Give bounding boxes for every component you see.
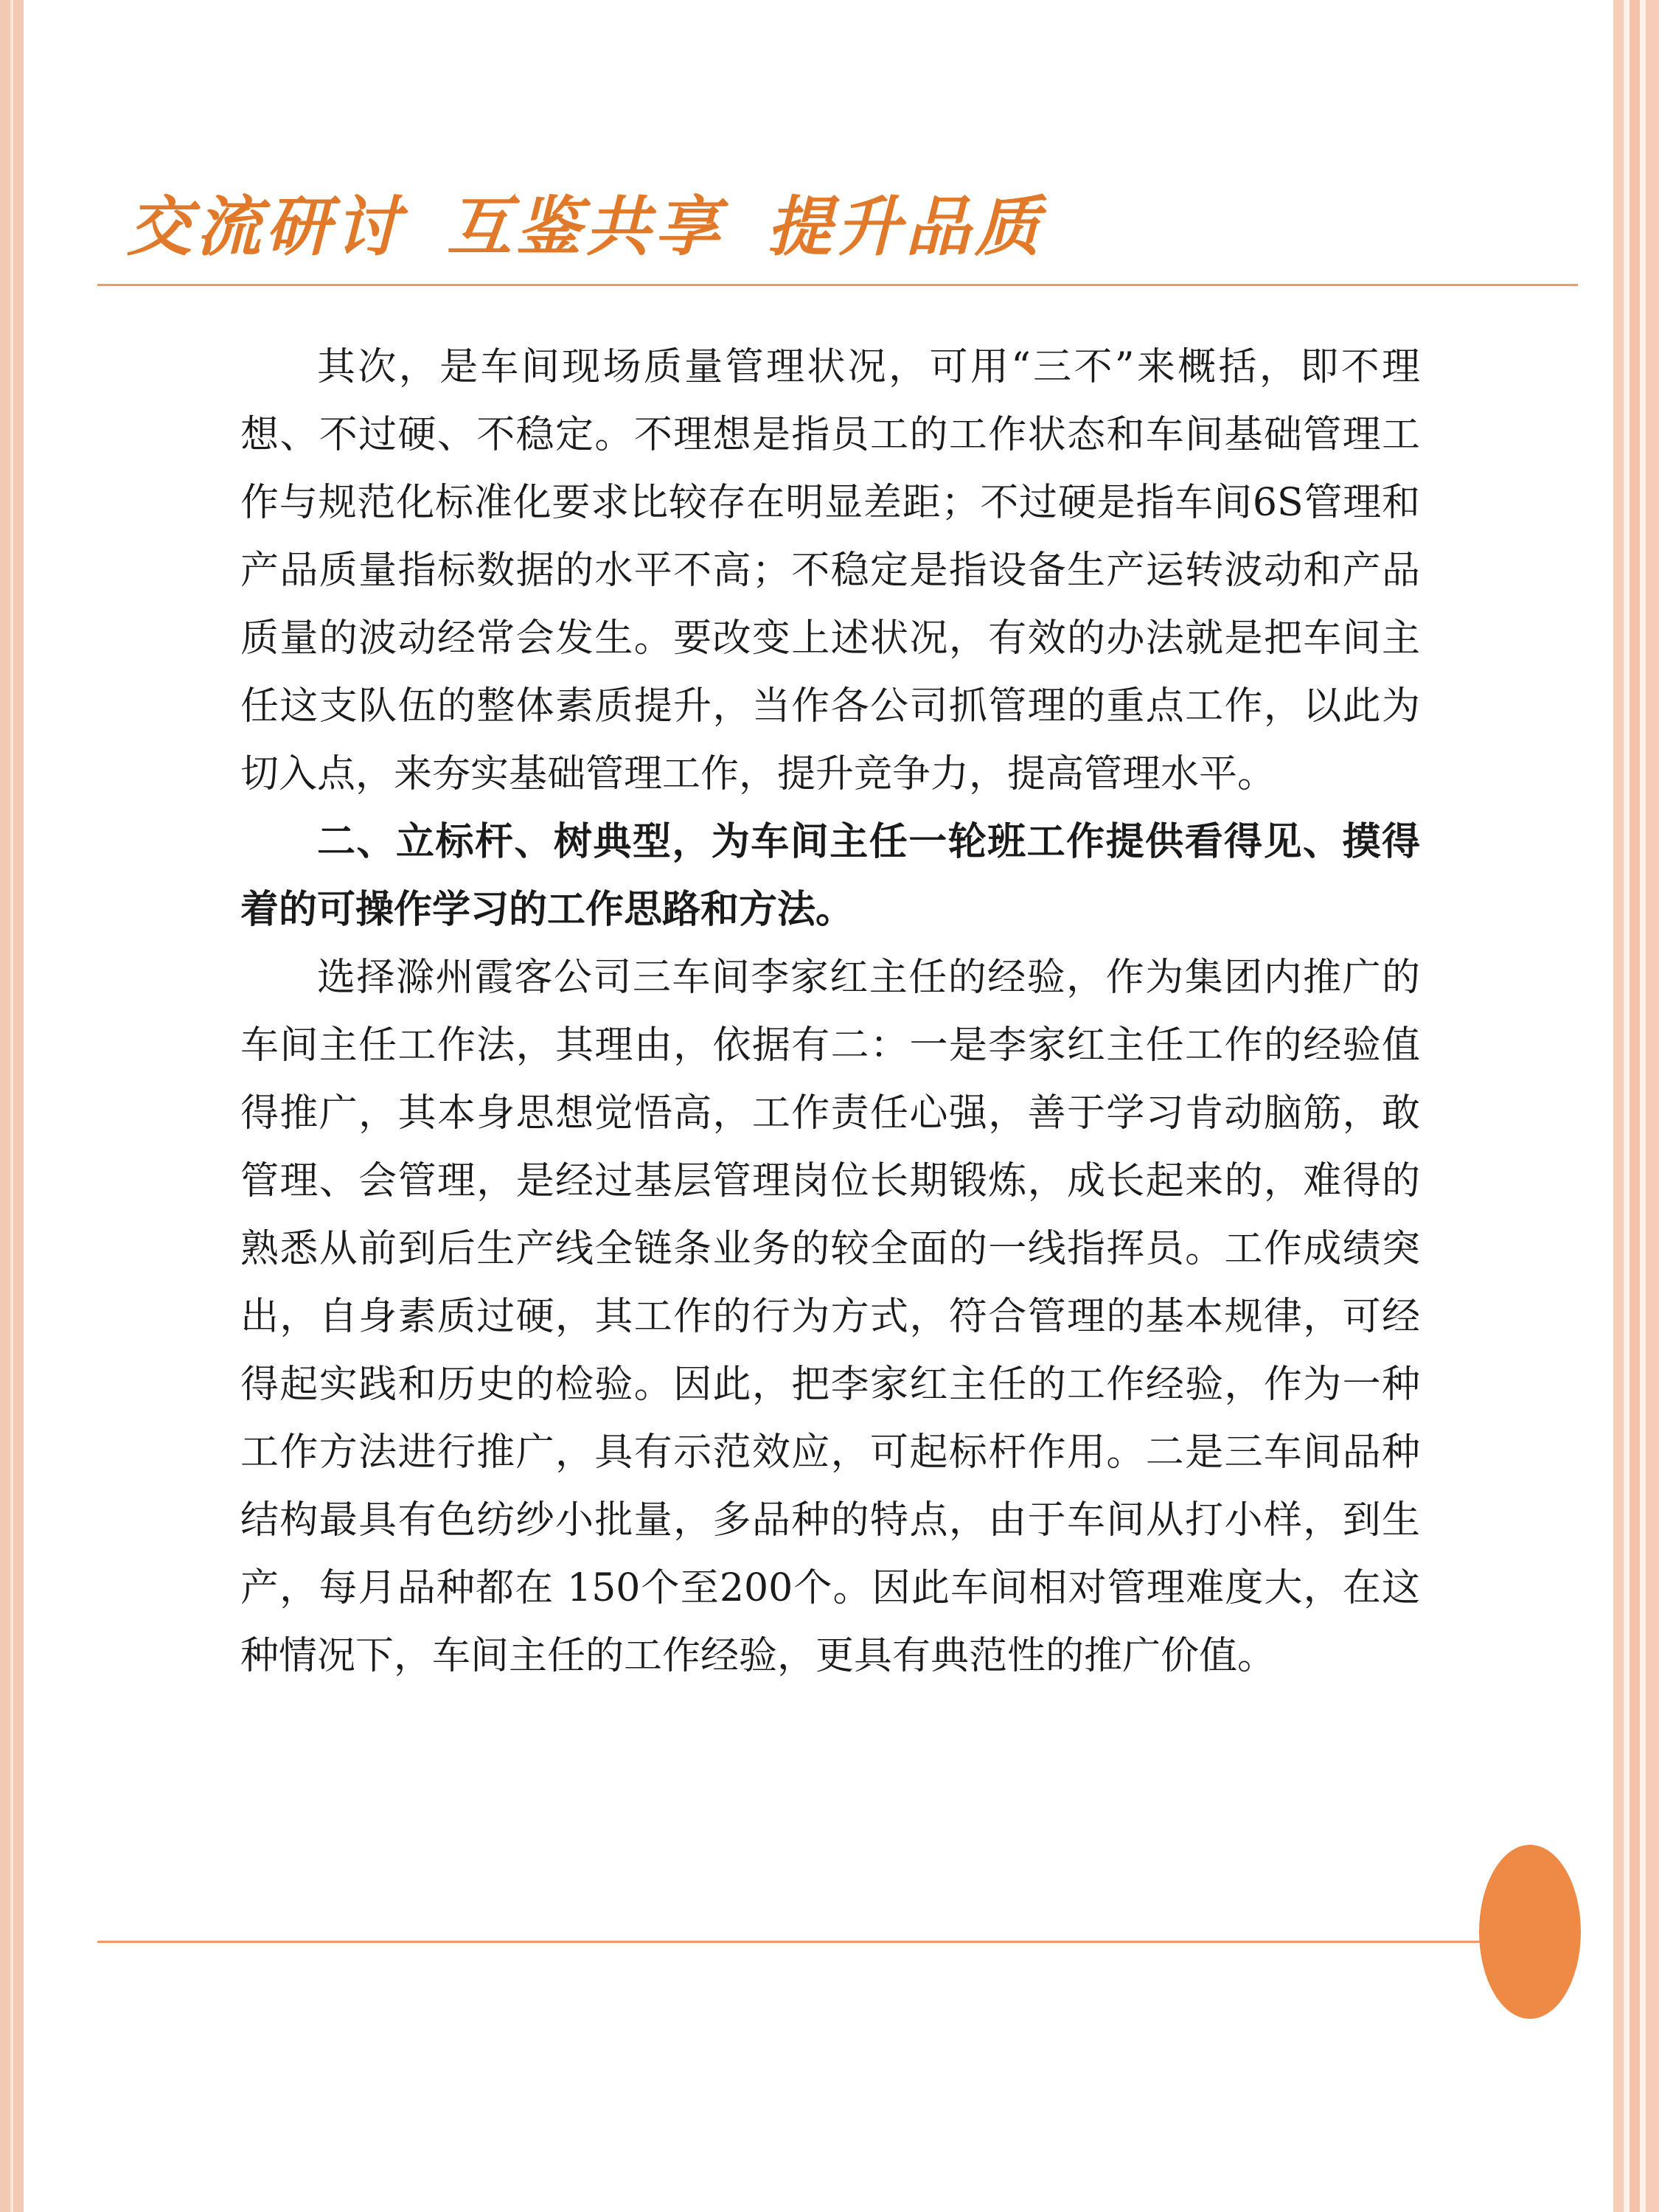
page-title bbox=[127, 186, 1044, 267]
title-part-3: 提升品质 bbox=[767, 188, 1045, 265]
section-heading-2: 二、立标杆、树典型，为车间主任一轮班工作提供看得见、摸得着的可操作学习的工作思路和方法。 bbox=[240, 820, 1420, 932]
paragraph-2: 选择滁州霞客公司三车间李家红主任的经验，作为集团内推广的车间主任工作法，其理由，依据有二：一是李家红主任工作的经验值得推广，其本身思想觉悟高，工作责任心强，善于学习肯动脑筋，敢管理、会管理，是经过基层管理岗位长期锻炼，成长起来的，难得的熟悉从前到后生产线全链条业务的较全面的一线指挥员。工作成绩突出，自身素质过硬，其工作的行为方式，符合管理的基本规律，可经得起实践和历史的检验。因此，把李家红主任的工作经验，作为一种工作方法进行推广，具有示范效应，可起标杆作用。二是三车间品种结构最具有色纺纱小批量，多品种的特点，由于车间从打小样，到生产，每月品种都在 150个至200个。因此车间相对管理难度大，在这种情况下，车间主任的工作经验，更具有典范性的推广价值。 bbox=[240, 956, 1420, 1678]
decorative-oval bbox=[1479, 1845, 1581, 2019]
bottom-divider bbox=[97, 1941, 1578, 1943]
top-divider bbox=[97, 284, 1578, 286]
article-body bbox=[240, 333, 1420, 1690]
left-decorative-border bbox=[0, 0, 24, 2212]
paragraph-1: 其次，是车间现场质量管理状况，可用“三不”来概括，即不理想、不过硬、不稳定。不理想是指员工的工作状态和车间基础管理工作与规范化标准化要求比较存在明显差距；不过硬是指车间6S管理和产品质量指标数据的水平不高；不稳定是指设备生产运转波动和产品质量的波动经常会发生。要改变上述状况，有效的办法就是把车间主任这支队伍的整体素质提升，当作各公司抓管理的重点工作，以此为切入点，来夯实基础管理工作，提升竞争力，提高管理水平。 bbox=[240, 345, 1420, 796]
right-decorative-border bbox=[1613, 0, 1659, 2212]
title-part-2: 互鉴共享 bbox=[447, 188, 725, 265]
title-part-1: 交流研讨 bbox=[127, 188, 405, 265]
